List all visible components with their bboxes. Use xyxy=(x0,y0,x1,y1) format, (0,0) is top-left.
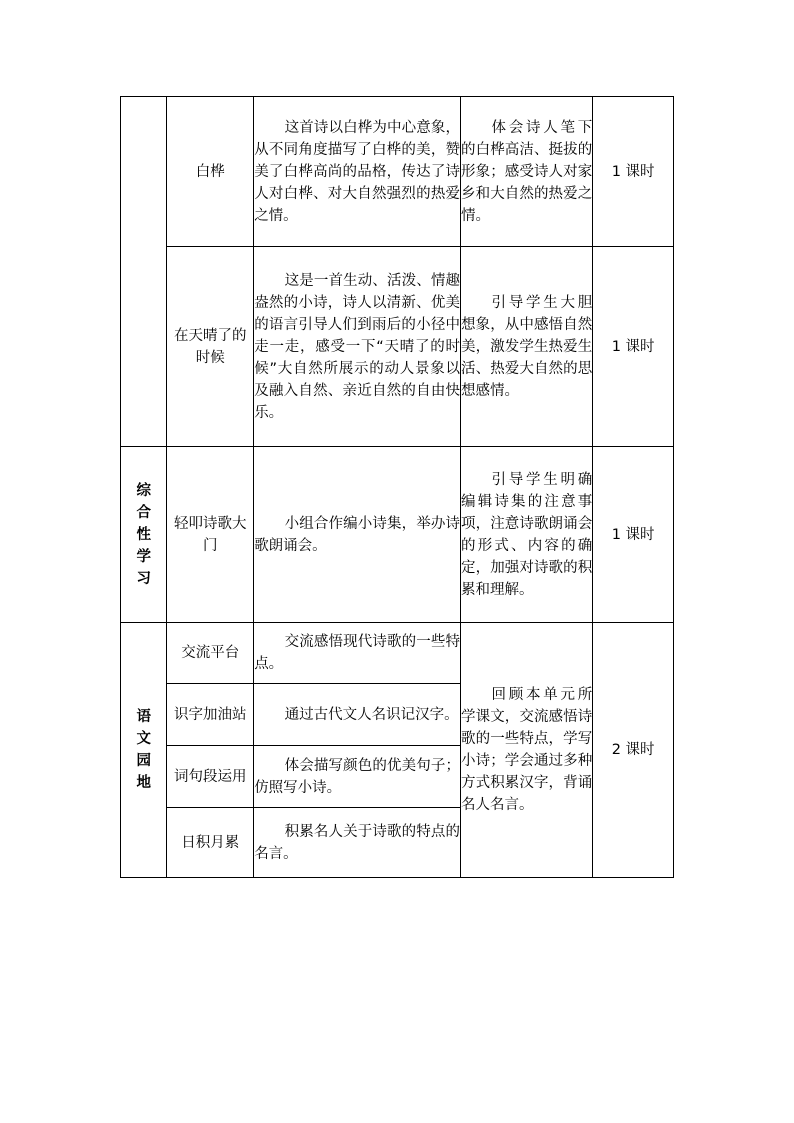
lesson-name: 白桦 xyxy=(167,97,254,247)
group-label: 语文园地 xyxy=(136,709,151,791)
lesson-name: 识字加油站 xyxy=(167,684,254,746)
group-label: 综合性学习 xyxy=(136,482,151,587)
lesson-content: 这是一首生动、活泼、情趣盎然的小诗，诗人以清新、优美的语言引导人们到雨后的小径中走一走，感受一下“天晴了的时候”大自然所展示的动人景象以及融入自然、亲近自然的自由快乐。 xyxy=(254,247,461,447)
lesson-plan-table xyxy=(120,96,674,878)
lesson-goal: 引导学生大胆想象，从中感悟自然美，激发学生热爱生活、热爱大自然的思想感情。 xyxy=(461,247,593,447)
lesson-hours: 1 课时 xyxy=(593,247,674,447)
lesson-content: 这首诗以白桦为中心意象，从不同角度描写了白桦的美，赞美了白桦高尚的品格，传达了诗人对白桦、对大自然强烈的热爱之情。 xyxy=(254,97,461,247)
table-row xyxy=(121,97,674,247)
lesson-goal: 体会诗人笔下的白桦高洁、挺拔的形象；感受诗人对家乡和大自然的热爱之情。 xyxy=(461,97,593,247)
lesson-name: 词句段运用 xyxy=(167,746,254,808)
lesson-hours: 1 课时 xyxy=(593,447,674,623)
group-cell xyxy=(121,623,167,878)
group-cell xyxy=(121,447,167,623)
table-row xyxy=(121,447,674,623)
lesson-name: 在天晴了的时候 xyxy=(167,247,254,447)
lesson-hours: 2 课时 xyxy=(593,623,674,878)
lesson-content: 交流感悟现代诗歌的一些特点。 xyxy=(254,623,461,684)
lesson-content: 通过古代文人名识记汉字。 xyxy=(254,684,461,746)
lesson-content: 小组合作编小诗集，举办诗歌朗诵会。 xyxy=(254,447,461,623)
lesson-hours: 1 课时 xyxy=(593,97,674,247)
lesson-content: 体会描写颜色的优美句子；仿照写小诗。 xyxy=(254,746,461,808)
group-cell-empty xyxy=(121,97,167,447)
lesson-content: 积累名人关于诗歌的特点的名言。 xyxy=(254,808,461,878)
lesson-goal: 引导学生明确编辑诗集的注意事项，注意诗歌朗诵会的形式、内容的确定，加强对诗歌的积累和理解。 xyxy=(461,447,593,623)
table-row xyxy=(121,623,674,684)
lesson-name: 日积月累 xyxy=(167,808,254,878)
table-row xyxy=(121,247,674,447)
lesson-name: 交流平台 xyxy=(167,623,254,684)
lesson-goal: 回顾本单元所学课文，交流感悟诗歌的一些特点，学写小诗；学会通过多种方式积累汉字，背诵名人名言。 xyxy=(461,623,593,878)
lesson-name: 轻叩诗歌大门 xyxy=(167,447,254,623)
